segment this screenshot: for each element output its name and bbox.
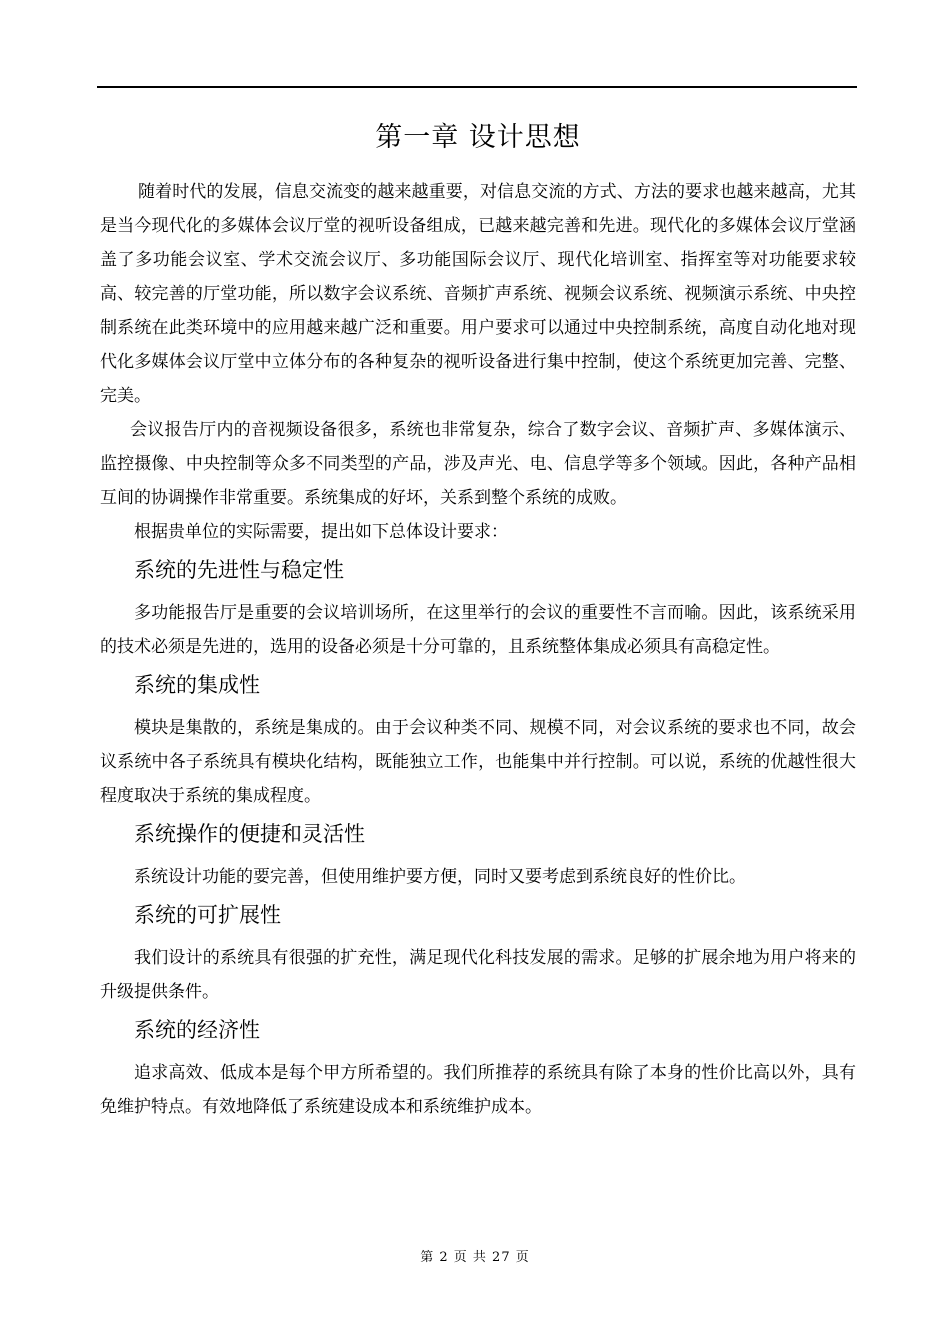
section-heading-integration: 系统的集成性 xyxy=(134,673,260,697)
section-heading-economy: 系统的经济性 xyxy=(134,1018,260,1042)
section-body-usability: 系统设计功能的要完善，但使用维护要方便，同时又要考虑到系统良好的性价比。 xyxy=(134,867,746,887)
intro-paragraph-1: 随着时代的发展，信息交流变的越来越重要，对信息交流的方式、方法的要求也越来越高，尤其是当今现代化的多媒体会议厅堂的视听设备组成，已越来越完善和先进。现代化的多媒体会议厅堂涵盖了多功能会议室、学术交流会议厅、多功能国际会议厅、现代化培训室、指挥室等对功能要求较高、较完善的厅堂功能，所以数字会议系统、音频扩声系统、视频会议系统、视频演示系统、中央控制系统在此类环境中的应用越来越广泛和重要。用户要求可以通过中央控制系统，高度自动化地对现代化多媒体会议厅堂中立体分布的各种复杂的视听设备进行集中控制，使这个系统更加完善、完整、完美。 xyxy=(100,182,856,406)
section-heading-advancement: 系统的先进性与稳定性 xyxy=(134,558,344,582)
section-body-integration: 模块是集散的，系统是集成的。由于会议种类不同、规模不同，对会议系统的要求也不同，故会议系统中各子系统具有模块化结构，既能独立工作，也能集中并行控制。可以说，系统的优越性很大程度取决于系统的集成程度。 xyxy=(100,718,856,806)
chapter-title: 第一章 设计思想 xyxy=(375,122,581,153)
page-content xyxy=(100,118,856,1124)
page-number-footer: 第 2 页 共 27 页 xyxy=(420,1250,530,1265)
section-body-economy: 追求高效、低成本是每个甲方所希望的。我们所推荐的系统具有除了本身的性价比高以外，具有免维护特点。有效地降低了系统建设成本和系统维护成本。 xyxy=(100,1063,856,1117)
intro-paragraph-3: 根据贵单位的实际需要，提出如下总体设计要求： xyxy=(134,522,508,542)
section-heading-extensibility: 系统的可扩展性 xyxy=(134,903,281,927)
section-body-advancement: 多功能报告厅是重要的会议培训场所，在这里举行的会议的重要性不言而喻。因此，该系统采用的技术必须是先进的，选用的设备必须是十分可靠的，且系统整体集成必须具有高稳定性。 xyxy=(100,603,856,657)
section-body-extensibility: 我们设计的系统具有很强的扩充性，满足现代化科技发展的需求。足够的扩展余地为用户将来的升级提供条件。 xyxy=(100,948,856,1002)
section-heading-usability: 系统操作的便捷和灵活性 xyxy=(134,822,365,846)
intro-paragraph-2: 会议报告厅内的音视频设备很多，系统也非常复杂，综合了数字会议、音频扩声、多媒体演示、监控摄像、中央控制等众多不同类型的产品，涉及声光、电、信息学等多个领域。因此，各种产品相互间的协调操作非常重要。系统集成的好坏，关系到整个系统的成败。 xyxy=(100,420,856,508)
header-rule xyxy=(97,86,857,88)
